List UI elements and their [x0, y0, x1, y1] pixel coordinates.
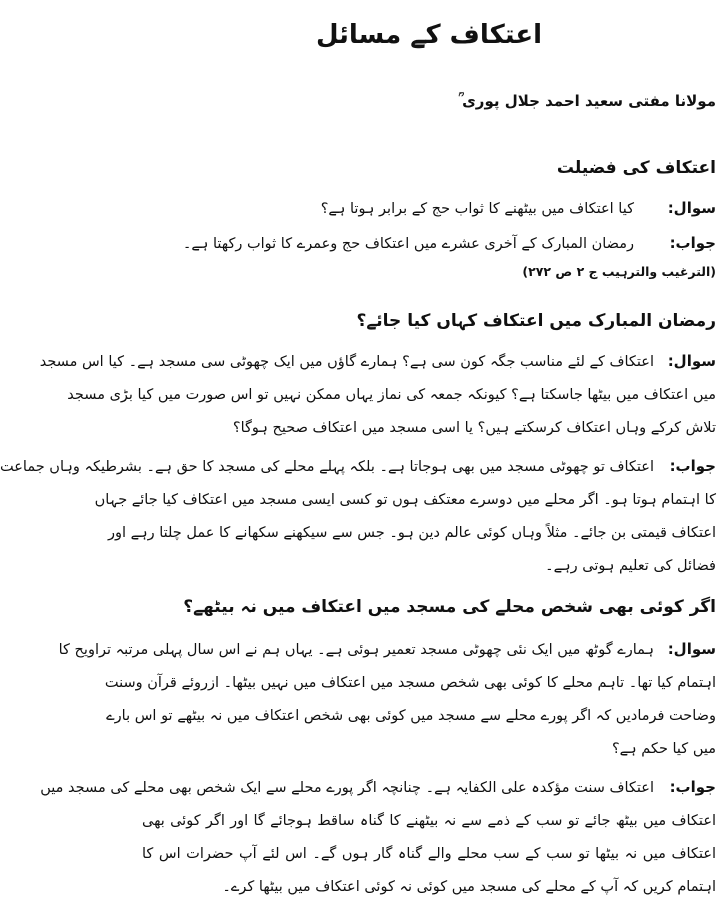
answer-line: اعتکاف میں بیٹھ جائے تو سب کے ذمے سے نہ بیٹھنے کا گناہ ساقط ہوجائے گا اور اگر کوئی بھی	[142, 813, 716, 829]
question-line: میں اعتکاف میں بیٹھا جاسکتا ہے؟ کیونکہ جمعہ کی نماز یہاں ممکن نہیں تو اس صورت میں کیا بڑی مسجد	[67, 387, 716, 403]
answer-line: فضائل کی تعلیم ہوتی رہے۔	[545, 558, 716, 574]
question-line: کیا اعتکاف میں بیٹھنے کا ثواب حج کے برابر ہوتا ہے؟	[320, 201, 634, 217]
answer-line: اعتکاف قیمتی بن جائے۔ مثلاً وہاں کوئی عالم دین ہو۔ جس سے سیکھنے سکھانے کا عمل چلتا رہے اور	[107, 525, 716, 541]
question-line: ہمارے گوٹھ میں ایک نئی چھوٹی مسجد تعمیر ہوئی ہے۔ یہاں ہم نے اس سال پہلی مرتبہ تراویح کا	[58, 642, 654, 658]
question-label: سوال:	[667, 640, 716, 658]
reference-citation: (الترغیب والترہیب ج ۲ ص ۲۷۲)	[522, 264, 716, 279]
section-heading-where: رمضان المبارک میں اعتکاف کہاں کیا جائے؟	[356, 311, 716, 331]
question-line: اہتمام کیا تھا۔ تاہم محلے کا کوئی بھی شخص مسجد میں اعتکاف میں نہیں بیٹھا۔ ازروئے قرآن وسنت	[104, 675, 716, 691]
question-label: سوال:	[667, 199, 716, 217]
answer-line: اعتکاف سنت مؤکدہ علی الکفایہ ہے۔ چنانچہ اگر پورے محلے سے ایک شخص بھی محلے کی مسجد میں	[40, 780, 654, 796]
section-heading-no-one-sits: اگر کوئی بھی شخص محلے کی مسجد میں اعتکاف میں نہ بیٹھے؟	[183, 597, 716, 617]
article-author: مولانا مفتی سعید احمد جلال پوری ؒ	[458, 92, 716, 110]
question-line: وضاحت فرمادیں کہ اگر پورے محلے سے مسجد میں کوئی بھی شخص اعتکاف میں نہ بیٹھے تو اس بارے	[106, 708, 716, 724]
answer-label: جواب:	[669, 457, 716, 475]
article-title: اعتکاف کے مسائل	[315, 20, 543, 50]
question-label: سوال:	[667, 352, 716, 370]
question-line: اعتکاف کے لئے مناسب جگہ کون سی ہے؟ ہمارے گاؤں میں ایک چھوٹی سی مسجد ہے۔ کیا اس مسجد	[39, 354, 654, 370]
section-heading-virtue: اعتکاف کی فضیلت	[556, 158, 716, 178]
question-line: میں کیا حکم ہے؟	[611, 741, 716, 757]
answer-line: اعتکاف میں نہ بیٹھا تو سب کے سب محلے والے گناہ گار ہوں گے۔ اس لئے آپ حضرات اس کا	[142, 846, 716, 862]
answer-line: اعتکاف تو چھوٹی مسجد میں بھی ہوجاتا ہے۔ بلکہ پہلے محلے کی مسجد کا حق ہے۔ بشرطیکہ وہاں جماعت	[0, 459, 654, 475]
answer-line: کا اہتمام ہوتا ہو۔ اگر محلے میں دوسرے معتکف ہوں تو کسی ایسی مسجد میں اعتکاف کیا جائے جہاں	[94, 492, 716, 508]
answer-label: جواب:	[669, 778, 716, 796]
answer-line: اہتمام کریں کہ آپ کے محلے کی مسجد میں کوئی نہ کوئی اعتکاف میں بیٹھا کرے۔	[222, 879, 716, 895]
answer-label: جواب:	[669, 234, 716, 252]
question-line: تلاش کرکے وہاں اعتکاف کرسکتے ہیں؟ یا اسی مسجد میں اعتکاف صحیح ہوگا؟	[232, 420, 716, 436]
answer-line: رمضان المبارک کے آخری عشرے میں اعتکاف حج وعمرے کا ثواب رکھتا ہے۔	[182, 236, 634, 252]
